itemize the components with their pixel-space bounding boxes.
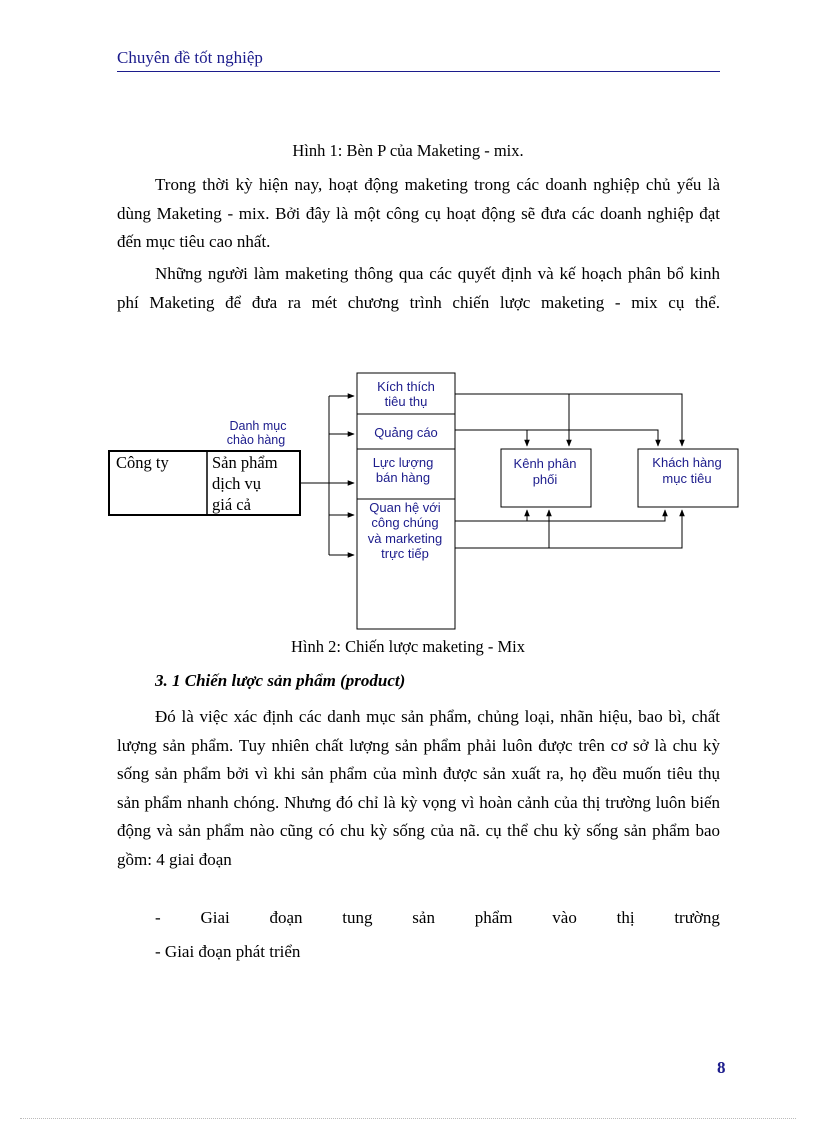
target-line-2: mục tiêu: [662, 471, 712, 486]
bullet-1: [155, 908, 720, 928]
header-rule: [117, 71, 720, 72]
body-paragraph: Đó là việc xác định các danh mục sản phẩm, chủng loại, nhãn hiệu, bao bì, chất lượng sản phẩm. Tuy nhiên chất lượng sản phẩm phải luôn được trên cơ sở là chu kỳ sống sản phẩm bởi vì khi sản phẩm của mình được sản xuất ra, họ đều muốn tiêu thụ sản phẩm nhanh chóng. Nhưng đó chỉ là kỳ vọng vì hoàn cảnh của thị trường luôn biến động và sản phẩm nào cũng có chu kỳ sống của nã. cụ thể chu kỳ sống sản phẩm bao gồm: 4 giai đoạn: [117, 707, 720, 869]
channel-line-2: phối: [532, 472, 558, 487]
target-line-1: Khách hàng: [652, 455, 722, 470]
bullet-2: - Giai đoạn phát triển: [155, 942, 301, 961]
bullet-1-word: phẩm: [474, 908, 513, 927]
page-number: 8: [717, 1058, 726, 1077]
bullet-1-word: thị: [616, 908, 635, 927]
conn-quang-cao: [455, 430, 658, 446]
tool-kich-thich-2: tiêu thụ: [384, 394, 428, 409]
figure-1-caption: Hình 1: Bèn P của Maketing - mix.: [292, 141, 524, 160]
product-line-3: giá cả: [212, 495, 251, 514]
tool-quan-he-2: công chúng: [371, 515, 439, 530]
section-heading: 3. 1 Chiến lược sản phẩm (product): [155, 671, 406, 690]
paragraph-1: Trong thời kỳ hiện nay, hoạt động maketing trong các doanh nghiệp chủ yếu là dùng Maketing - mix. Bởi đây là một công cụ hoạt động sẽ đưa các doanh nghiệp đạt đến mục tiêu cao nhất.: [117, 175, 720, 251]
paragraph-2-line-1: [117, 260, 720, 317]
bullet-1-word: tung: [342, 908, 373, 927]
bullet-1-word: vào: [552, 908, 577, 927]
tool-kich-thich-1: Kích thích: [377, 379, 435, 394]
conn-quan-he-1: [455, 510, 665, 521]
tool-luc-luong-1: Lực lượng: [372, 455, 434, 470]
bullet-1-word: Giai: [200, 908, 230, 927]
tool-quang-cao: Quảng cáo: [374, 425, 438, 440]
marketing-mix-diagram: [100, 365, 750, 635]
footer-rule: [20, 1118, 796, 1119]
bullet-1-word: -: [155, 908, 161, 927]
bullet-1-word: sản: [412, 908, 435, 927]
bullet-1-word: trường: [674, 908, 720, 927]
conn-quan-he-2: [455, 510, 682, 548]
tool-quan-he-1: Quan hệ với: [369, 500, 441, 515]
product-line-2: dịch vụ: [212, 474, 262, 493]
paragraph-2: Những người làm maketing thông qua các quyết định và kế hoạch phân bổ kinh phí Maketing để đưa ra mét chương trình chiến lược maketing - mix cụ thể.: [117, 264, 720, 312]
tool-quan-he-3: và marketing: [367, 531, 443, 546]
bullet-1-word: đoạn: [269, 908, 303, 927]
company-label: Công ty: [116, 453, 169, 472]
tool-luc-luong-2: bán hàng: [375, 470, 431, 485]
running-header: Chuyên đề tốt nghiệp: [117, 48, 263, 67]
figure-2-caption: Hình 2: Chiến lược maketing - Mix: [291, 637, 525, 656]
tool-quan-he-4: trực tiếp: [381, 546, 429, 561]
label-danh-muc-line-2: chào hàng: [226, 433, 286, 447]
channel-line-1: Kênh phân: [513, 456, 577, 471]
product-line-1: Sản phẩm: [212, 453, 278, 472]
label-danh-muc-line-1: Danh mục: [229, 419, 287, 433]
